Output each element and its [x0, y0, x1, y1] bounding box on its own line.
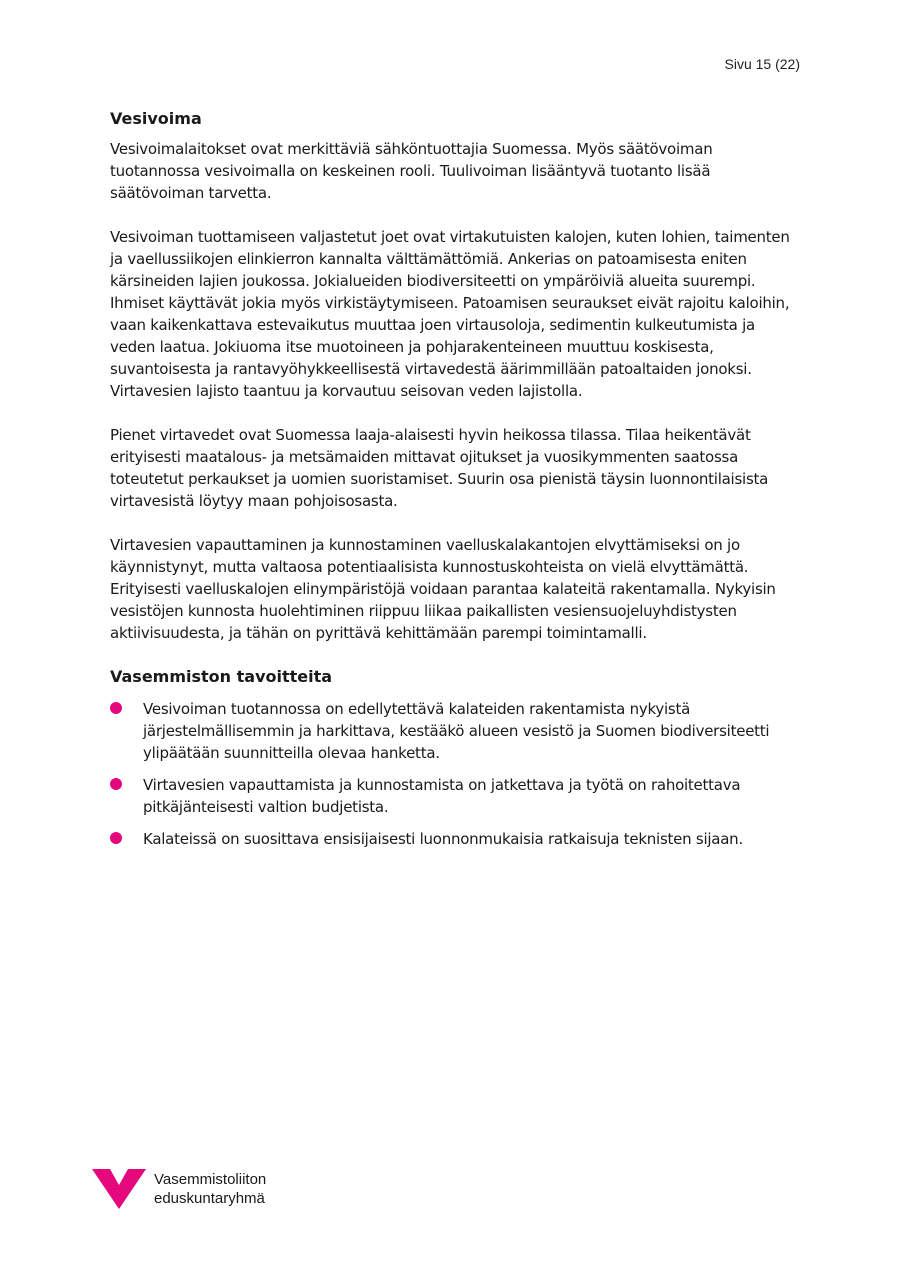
- document-body: [110, 108, 802, 860]
- vasemmistoliitto-logo-icon: [92, 1169, 146, 1209]
- bullet-dot-icon: [110, 778, 122, 790]
- list-item-text: Kalateissä on suosittava ensisijaisesti luonnonmukaisia ratkaisuja teknisten sijaan.: [143, 830, 743, 848]
- paragraph: Virtavesien vapauttaminen ja kunnostaminen vaelluskalakantojen elvyttämiseksi on jo käynnistynyt, mutta valtaosa potentiaalisista kunnostuskohteista on vielä elvyttämättä. Erityisesti vaelluskalojen elinympäristöjä voidaan parantaa kalateitä rakentamalla. Nykyisin vesistöjen kunnosta huolehtiminen riippuu liikaa paikallisten vesiensuojeluyhdistysten aktiivisuudesta, ja tähän on pyrittävä kehittämään parempi toimintamalli.: [110, 536, 776, 642]
- paragraph: Pienet virtavedet ovat Suomessa laaja-alaisesti hyvin heikossa tilassa. Tilaa heikentävät erityisesti maatalous- ja metsämaiden mittavat ojitukset ja vuosikymmenten saatossa toteutetut perkaukset ja uomien suoristamiset. Suurin osa pienistä täysin luonnontilaisista virtavesistä löytyy maan pohjoisosasta.: [110, 426, 769, 510]
- list-item: [110, 698, 802, 764]
- page-number: Sivu 15 (22): [724, 56, 800, 72]
- goals-list: [110, 698, 802, 850]
- org-name: [154, 1170, 266, 1208]
- paragraph: Vesivoimalaitokset ovat merkittäviä sähköntuottajia Suomessa. Myös säätövoiman tuotannossa vesivoimalla on keskeinen rooli. Tuulivoiman lisääntyvä tuotanto lisää säätövoiman tarvetta.: [110, 140, 713, 202]
- section-heading-goals: Vasemmiston tavoitteita: [110, 667, 333, 686]
- paragraph: Vesivoiman tuottamiseen valjastetut joet ovat virtakutuisten kalojen, kuten lohien, taimenten ja vaellussiikojen elinkierron kannalta välttämättömiä. Ankerias on patoamisesta eniten kärsineiden lajien joukossa. Jokialueiden biodiversiteetti on ympäröiviä alueita suurempi. Ihmiset käyttävät jokia myös virkistäytymiseen. Patoamisen seuraukset eivät rajoitu kaloihin, vaan kaikenkattava estevaikutus muuttaa joen virtausoloja, sedimentin kulkeutumista ja veden laatua. Jokiuoma itse muotoineen ja pohjarakenteineen muuttuu koskisesta, suvantoisesta ja rantavyöhykkeellisestä virtavedestä äärimmillään patoaltaiden jonoksi. Virtavesien lajisto taantuu ja korvautuu seisovan veden lajistolla.: [110, 228, 790, 400]
- footer-logo: [92, 1168, 266, 1210]
- org-name-line1: Vasemmistoliiton: [154, 1171, 267, 1188]
- list-item-text: Virtavesien vapauttamista ja kunnostamista on jatkettava ja työtä on rahoitettava pitkäjänteisesti valtion budjetista.: [143, 776, 741, 816]
- bullet-dot-icon: [110, 702, 122, 714]
- section-heading-hydro: Vesivoima: [110, 109, 202, 128]
- list-item-text: Vesivoiman tuotannossa on edellytettävä kalateiden rakentamista nykyistä järjestelmällisemmin ja harkittava, kestääkö alueen vesistö ja Suomen biodiversiteetti ylipäätään suunnitteilla olevaa hanketta.: [143, 700, 770, 762]
- bullet-dot-icon: [110, 832, 122, 844]
- org-name-line2: eduskuntaryhmä: [154, 1190, 265, 1207]
- list-item: [110, 774, 802, 818]
- list-item: [110, 828, 802, 850]
